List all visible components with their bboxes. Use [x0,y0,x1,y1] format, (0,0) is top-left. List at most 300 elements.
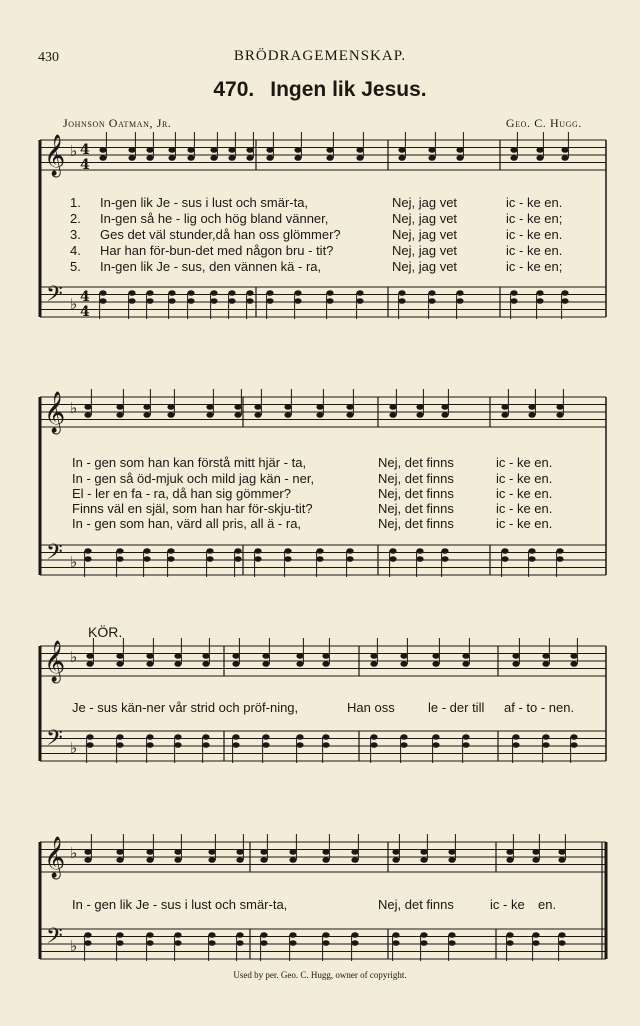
verse-row [72,516,592,531]
notehead [512,742,519,748]
verse-text-b: Nej, det finns [378,455,454,470]
notehead [99,298,106,304]
notehead [322,653,329,659]
notehead [532,932,539,938]
notehead [143,548,150,554]
notehead [202,734,209,740]
notehead [351,932,358,938]
notehead [536,290,543,296]
notehead [84,940,91,946]
treble-clef: 𝄞 [44,641,66,682]
notehead [116,661,123,667]
notehead [512,734,519,740]
notehead [168,298,175,304]
bass-clef: 𝄢 [46,924,63,954]
notehead [322,849,329,855]
notehead [326,290,333,296]
notehead [428,290,435,296]
notehead [146,661,153,667]
notehead [570,742,577,748]
verse-text-b: Nej, det finns [378,471,454,486]
notehead [428,298,435,304]
notehead [296,734,303,740]
verse-number: 5. [70,259,81,274]
notehead [208,849,215,855]
notehead [174,734,181,740]
notehead [167,404,174,410]
time-signature: 4 [80,289,90,305]
notehead [570,661,577,667]
notehead [174,857,181,863]
notehead [284,412,291,418]
notehead [232,742,239,748]
notehead [294,290,301,296]
notehead [441,404,448,410]
notehead [326,155,333,161]
notehead [398,298,405,304]
notehead [86,734,93,740]
notehead [416,412,423,418]
notehead [528,556,535,562]
notehead [542,742,549,748]
notehead [210,298,217,304]
notehead [428,155,435,161]
verse-row [72,471,592,486]
notehead [448,849,455,855]
notehead [389,404,396,410]
final-text-a: In - gen lik Je - sus i lust och smär-ta, [72,897,288,912]
notehead [462,653,469,659]
notehead [284,404,291,410]
flat-sign: ♭ [70,553,78,571]
notehead [202,661,209,667]
notehead [432,653,439,659]
notehead [512,661,519,667]
notehead [168,290,175,296]
notehead [187,298,194,304]
verse-row [70,195,590,210]
verse-text-b: Nej, jag vet [392,259,458,274]
notehead [326,298,333,304]
hymn-author: Johnson Oatman, Jr. [63,116,172,130]
notehead [86,653,93,659]
final-text-c: ic - ke [490,897,525,912]
notehead [456,298,463,304]
notehead [116,734,123,740]
notehead [558,857,565,863]
notehead [536,147,543,153]
notehead [322,734,329,740]
verse-text-a: In-gen lik Je - sus, den vännen kä - ra, [100,259,322,274]
flat-sign: ♭ [70,937,78,955]
notehead [561,147,568,153]
notehead [254,556,261,562]
notehead [416,556,423,562]
notehead [167,548,174,554]
flat-sign: ♭ [70,399,78,417]
notehead [174,661,181,667]
notehead [116,849,123,855]
notehead [99,147,106,153]
notehead [389,548,396,554]
notehead [260,849,267,855]
notehead [210,147,217,153]
notehead [462,734,469,740]
bass-clef: 𝄢 [46,540,63,570]
notehead [532,857,539,863]
notehead [228,155,235,161]
verse-text-c: ic - ke en; [506,211,563,226]
chorus-lyrics [72,700,592,715]
notehead [400,661,407,667]
chorus-text-b: Han oss [347,700,395,715]
notehead [294,155,301,161]
copyright-note: Used by per. Geo. C. Hugg, owner of copyright. [233,970,407,980]
notehead [174,849,181,855]
notehead [346,412,353,418]
notehead [398,290,405,296]
notehead [528,548,535,554]
verse-number: 3. [70,227,81,242]
final-lyrics [72,897,592,912]
notehead [561,155,568,161]
notehead [289,849,296,855]
notehead [532,849,539,855]
notehead [316,404,323,410]
notehead [146,932,153,938]
notehead [246,290,253,296]
time-signature: 4 [80,304,90,320]
notehead [168,147,175,153]
notehead [370,742,377,748]
notehead [400,653,407,659]
verse-number: 1. [70,195,81,210]
verse-text-c: ic - ke en. [506,243,563,258]
notehead [322,857,329,863]
verse-text-c: ic - ke en. [496,501,553,516]
notehead [246,298,253,304]
notehead [232,661,239,667]
time-signature: 4 [80,142,90,158]
notehead [432,742,439,748]
notehead [146,155,153,161]
notehead [356,290,363,296]
notehead [570,734,577,740]
notehead [346,556,353,562]
notehead [236,857,243,863]
notehead [128,290,135,296]
notehead [206,412,213,418]
notehead [528,404,535,410]
verse-text-c: ic - ke en. [496,486,553,501]
notehead [128,298,135,304]
notehead [456,290,463,296]
notehead [392,940,399,946]
verse-row [72,455,592,470]
notehead [174,940,181,946]
notehead [448,932,455,938]
notehead [346,404,353,410]
notehead [420,857,427,863]
verse-text-a: In-gen så he - lig och hög bland vänner, [100,211,329,226]
verse-number: 2. [70,211,81,226]
notehead [389,556,396,562]
verse-text-a: In - gen som han kan förstå mitt hjär - ta, [72,455,307,470]
notehead [441,548,448,554]
notehead [389,412,396,418]
notehead [561,290,568,296]
notehead [234,548,241,554]
notehead [266,155,273,161]
verse-text-c: ic - ke en. [496,471,553,486]
notehead [208,932,215,938]
verse-text-a: In-gen lik Je - sus i lust och smär-ta, [100,195,309,210]
notehead [116,653,123,659]
verse-row [72,501,592,516]
notehead [448,940,455,946]
notehead [208,857,215,863]
notehead [187,290,194,296]
notehead [146,290,153,296]
notehead [254,404,261,410]
notehead [294,147,301,153]
notehead [512,653,519,659]
notehead [146,742,153,748]
notehead [322,742,329,748]
notehead [167,556,174,562]
notehead [316,556,323,562]
verse-text-c: ic - ke en; [506,259,563,274]
notehead [556,548,563,554]
notehead [532,940,539,946]
notehead [167,412,174,418]
notehead [356,298,363,304]
notehead [536,155,543,161]
verse-row [70,227,590,242]
notehead [246,155,253,161]
notehead [260,932,267,938]
verse-text-b: Nej, jag vet [392,195,458,210]
notehead [208,940,215,946]
notehead [506,857,513,863]
notehead [86,661,93,667]
verse-text-c: ic - ke en. [506,195,563,210]
treble-clef: 𝄞 [44,837,66,878]
notehead [84,412,91,418]
notehead [346,548,353,554]
notehead [143,404,150,410]
notehead [202,742,209,748]
notehead [510,147,517,153]
notehead [558,940,565,946]
notehead [392,857,399,863]
notehead [210,290,217,296]
notehead [284,556,291,562]
notehead [174,653,181,659]
notehead [289,940,296,946]
notehead [168,155,175,161]
verse-row [70,259,590,274]
notehead [462,661,469,667]
notehead [398,147,405,153]
verse-text-a: Ges det väl stunder,då han oss glömmer? [100,227,341,242]
notehead [202,653,209,659]
flat-sign: ♭ [70,844,78,862]
notehead [510,155,517,161]
verse-text-b: Nej, det finns [378,501,454,516]
notehead [174,932,181,938]
notehead [398,155,405,161]
verse-row [70,243,590,258]
notehead [146,940,153,946]
verse-text-b: Nej, det finns [378,486,454,501]
notehead [84,857,91,863]
notehead [501,556,508,562]
notehead [116,932,123,938]
notehead [448,857,455,863]
verse-text-a: In - gen som han, värd all pris, all ä - ra, [72,516,302,531]
flat-sign: ♭ [70,142,78,160]
running-head: BRÖDRAGEMENSKAP. [233,48,407,64]
notehead [456,147,463,153]
notehead [99,290,106,296]
notehead [234,556,241,562]
treble-clef: 𝄞 [44,392,66,433]
notehead [206,404,213,410]
final-text-b: Nej, det finns [378,897,454,912]
notehead [322,940,329,946]
notehead [556,404,563,410]
notehead [556,556,563,562]
notehead [232,734,239,740]
notehead [326,147,333,153]
notehead [501,404,508,410]
notehead [99,155,106,161]
time-signature: 4 [80,157,90,173]
verse-text-a: Finns väl en själ, som han har för-skju-tit? [72,501,313,516]
notehead [441,556,448,562]
notehead [206,548,213,554]
notehead [84,548,91,554]
verse-text-c: ic - ke en. [496,455,553,470]
notehead [536,298,543,304]
notehead [351,849,358,855]
notehead [296,661,303,667]
notehead [528,412,535,418]
notehead [266,298,273,304]
notehead [400,734,407,740]
notehead [228,147,235,153]
chorus-text-c: le - der till [428,700,485,715]
notehead [501,412,508,418]
flat-sign: ♭ [70,648,78,666]
notehead [210,155,217,161]
notehead [322,932,329,938]
notehead [116,548,123,554]
notehead [116,412,123,418]
notehead [432,661,439,667]
notehead [351,857,358,863]
notehead [370,661,377,667]
notehead [262,661,269,667]
notehead [146,298,153,304]
notehead [146,849,153,855]
verse-text-b: Nej, jag vet [392,243,458,258]
notehead [296,653,303,659]
notehead [254,548,261,554]
verse-text-b: Nej, jag vet [392,211,458,226]
notehead [232,653,239,659]
chorus-text-d: af - to - nen. [504,700,575,715]
verse-text-b: Nej, det finns [378,516,454,531]
notehead [510,290,517,296]
notehead [234,412,241,418]
notehead [322,661,329,667]
chorus-label: KÖR. [88,624,123,640]
notehead [356,147,363,153]
verse-number: 4. [70,243,81,258]
notehead [296,742,303,748]
notehead [351,940,358,946]
notehead [506,932,513,938]
notehead [356,155,363,161]
notehead [416,548,423,554]
notehead [236,849,243,855]
notehead [266,147,273,153]
hymn-composer: Geo. C. Hugg. [505,116,582,130]
chorus-text-a: Je - sus kän-ner vår strid och pröf-ning, [72,700,299,715]
verse-text-a: In - gen så öd-mjuk och mild jag kän - ner, [72,471,315,486]
notehead [116,404,123,410]
notehead [561,298,568,304]
notehead [228,290,235,296]
verse-text-c: ic - ke en. [496,516,553,531]
notehead [316,548,323,554]
notehead [510,298,517,304]
notehead [146,734,153,740]
notehead [236,932,243,938]
notehead [294,298,301,304]
notehead [143,556,150,562]
verse-text-a: El - ler en fa - ra, då han sig gömmer? [72,486,291,501]
verse-text-c: ic - ke en. [506,227,563,242]
notehead [542,734,549,740]
notehead [262,734,269,740]
notehead [420,849,427,855]
verse-row [70,211,590,226]
notehead [84,849,91,855]
notehead [116,742,123,748]
notehead [128,147,135,153]
notehead [128,155,135,161]
notehead [420,932,427,938]
treble-clef: 𝄞 [44,135,66,176]
notehead [284,548,291,554]
notehead [266,290,273,296]
notehead [116,940,123,946]
bass-clef: 𝄢 [46,282,63,312]
notehead [187,155,194,161]
notehead [556,412,563,418]
notehead [542,661,549,667]
notehead [456,155,463,161]
page-number: 430 [38,50,59,65]
notehead [420,940,427,946]
hymn-number: 470. [213,78,255,101]
notehead [570,653,577,659]
hymn-title-text: Ingen lik Jesus. [270,78,427,101]
notehead [187,147,194,153]
